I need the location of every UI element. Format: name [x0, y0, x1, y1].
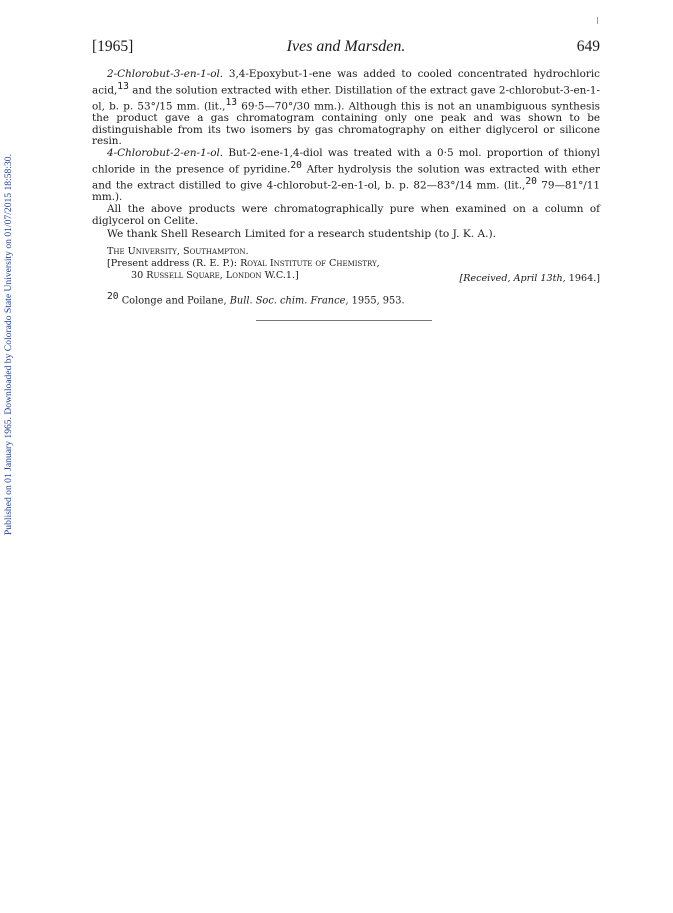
- received-day: April 13th,: [513, 273, 566, 284]
- acknowledgement: We thank Shell Research Limited for a research studentship (to J. K. A.).: [107, 228, 497, 240]
- paragraph-chlorobutenol-3: [92, 69, 600, 148]
- header-authors: Ives and Marsden.: [286, 38, 406, 55]
- reference-superscript: 20: [290, 159, 302, 171]
- affiliation-institution: The University, Southampton.: [107, 246, 249, 257]
- footnote-number: 20: [107, 291, 119, 302]
- footnote: [107, 291, 405, 306]
- paragraph-text: and the solution extracted with ether. Distillation of the extract gave 2-chlorobut-3-en-1-ol, b. p. 53°/15 mm. (lit.,: [92, 84, 600, 113]
- received-label: [Received,: [459, 273, 511, 284]
- body-text: [92, 69, 600, 227]
- paragraph-chlorobutenol-2: [92, 148, 600, 204]
- running-header: [92, 38, 600, 58]
- paragraph-purity: All the above products were chromatographically pure when examined on a column of diglycerol on Celite.: [92, 202, 600, 227]
- footnote-citation: 1955, 953.: [351, 295, 405, 307]
- corner-mark: [597, 17, 598, 24]
- reference-superscript: 13: [225, 96, 238, 108]
- present-address-institute: Royal Institute of Chemistry,: [240, 257, 380, 269]
- header-page-number: 649: [576, 38, 600, 55]
- footnote-journal: Bull. Soc. chim. France,: [229, 295, 349, 307]
- affiliation-present-address: [107, 258, 380, 270]
- header-year: [1965]: [92, 38, 134, 55]
- paragraph-text: 3,4-Epoxybut-1-ene was added to cooled concentrated hydrochloric acid,: [92, 68, 600, 97]
- reference-superscript: 20: [525, 176, 537, 188]
- download-watermark-text: Published on 01 January 1965. Downloaded by Colorado State University on 01/07/2015 18:58:30.: [2, 154, 14, 536]
- compound-title: 4-Chlorobut-2-en-1-ol.: [107, 147, 224, 160]
- affiliation-block: [107, 246, 380, 281]
- paragraph-text: But-2-ene-1,4-diol was treated with a 0·5 mol. proportion of thionyl chloride in the presence of pyridine.: [92, 147, 600, 176]
- reference-superscript: 13: [117, 80, 129, 92]
- present-address-street: 30 Russell Square, London W.C.1.]: [131, 269, 299, 281]
- paragraph-text: 79—81°/11 mm.).: [92, 179, 600, 204]
- compound-title: 2-Chlorobut-3-en-1-ol.: [107, 68, 224, 80]
- present-address-prefix: [Present address (R. E. P.):: [107, 257, 238, 269]
- footnote-authors: Colonge and Poilane,: [121, 295, 227, 307]
- end-rule: [256, 320, 432, 321]
- paragraph-text: 69·5—70°/30 mm.). Although this is not an unambiguous synthesis the product gave a gas chromatogram containing only one peak and was shown to be distinguishable from its two isomers by gas chromatography on either diglycerol or silicone resin.: [92, 100, 600, 148]
- received-date: [459, 273, 600, 284]
- received-year: 1964.]: [568, 273, 600, 284]
- paragraph-text: After hydrolysis the solution was extracted with ether and the extract distilled to give 4-chlorobut-2-en-1-ol, b. p. 82—83°/14 mm. (lit.,: [92, 163, 600, 192]
- download-watermark: [1, 110, 15, 580]
